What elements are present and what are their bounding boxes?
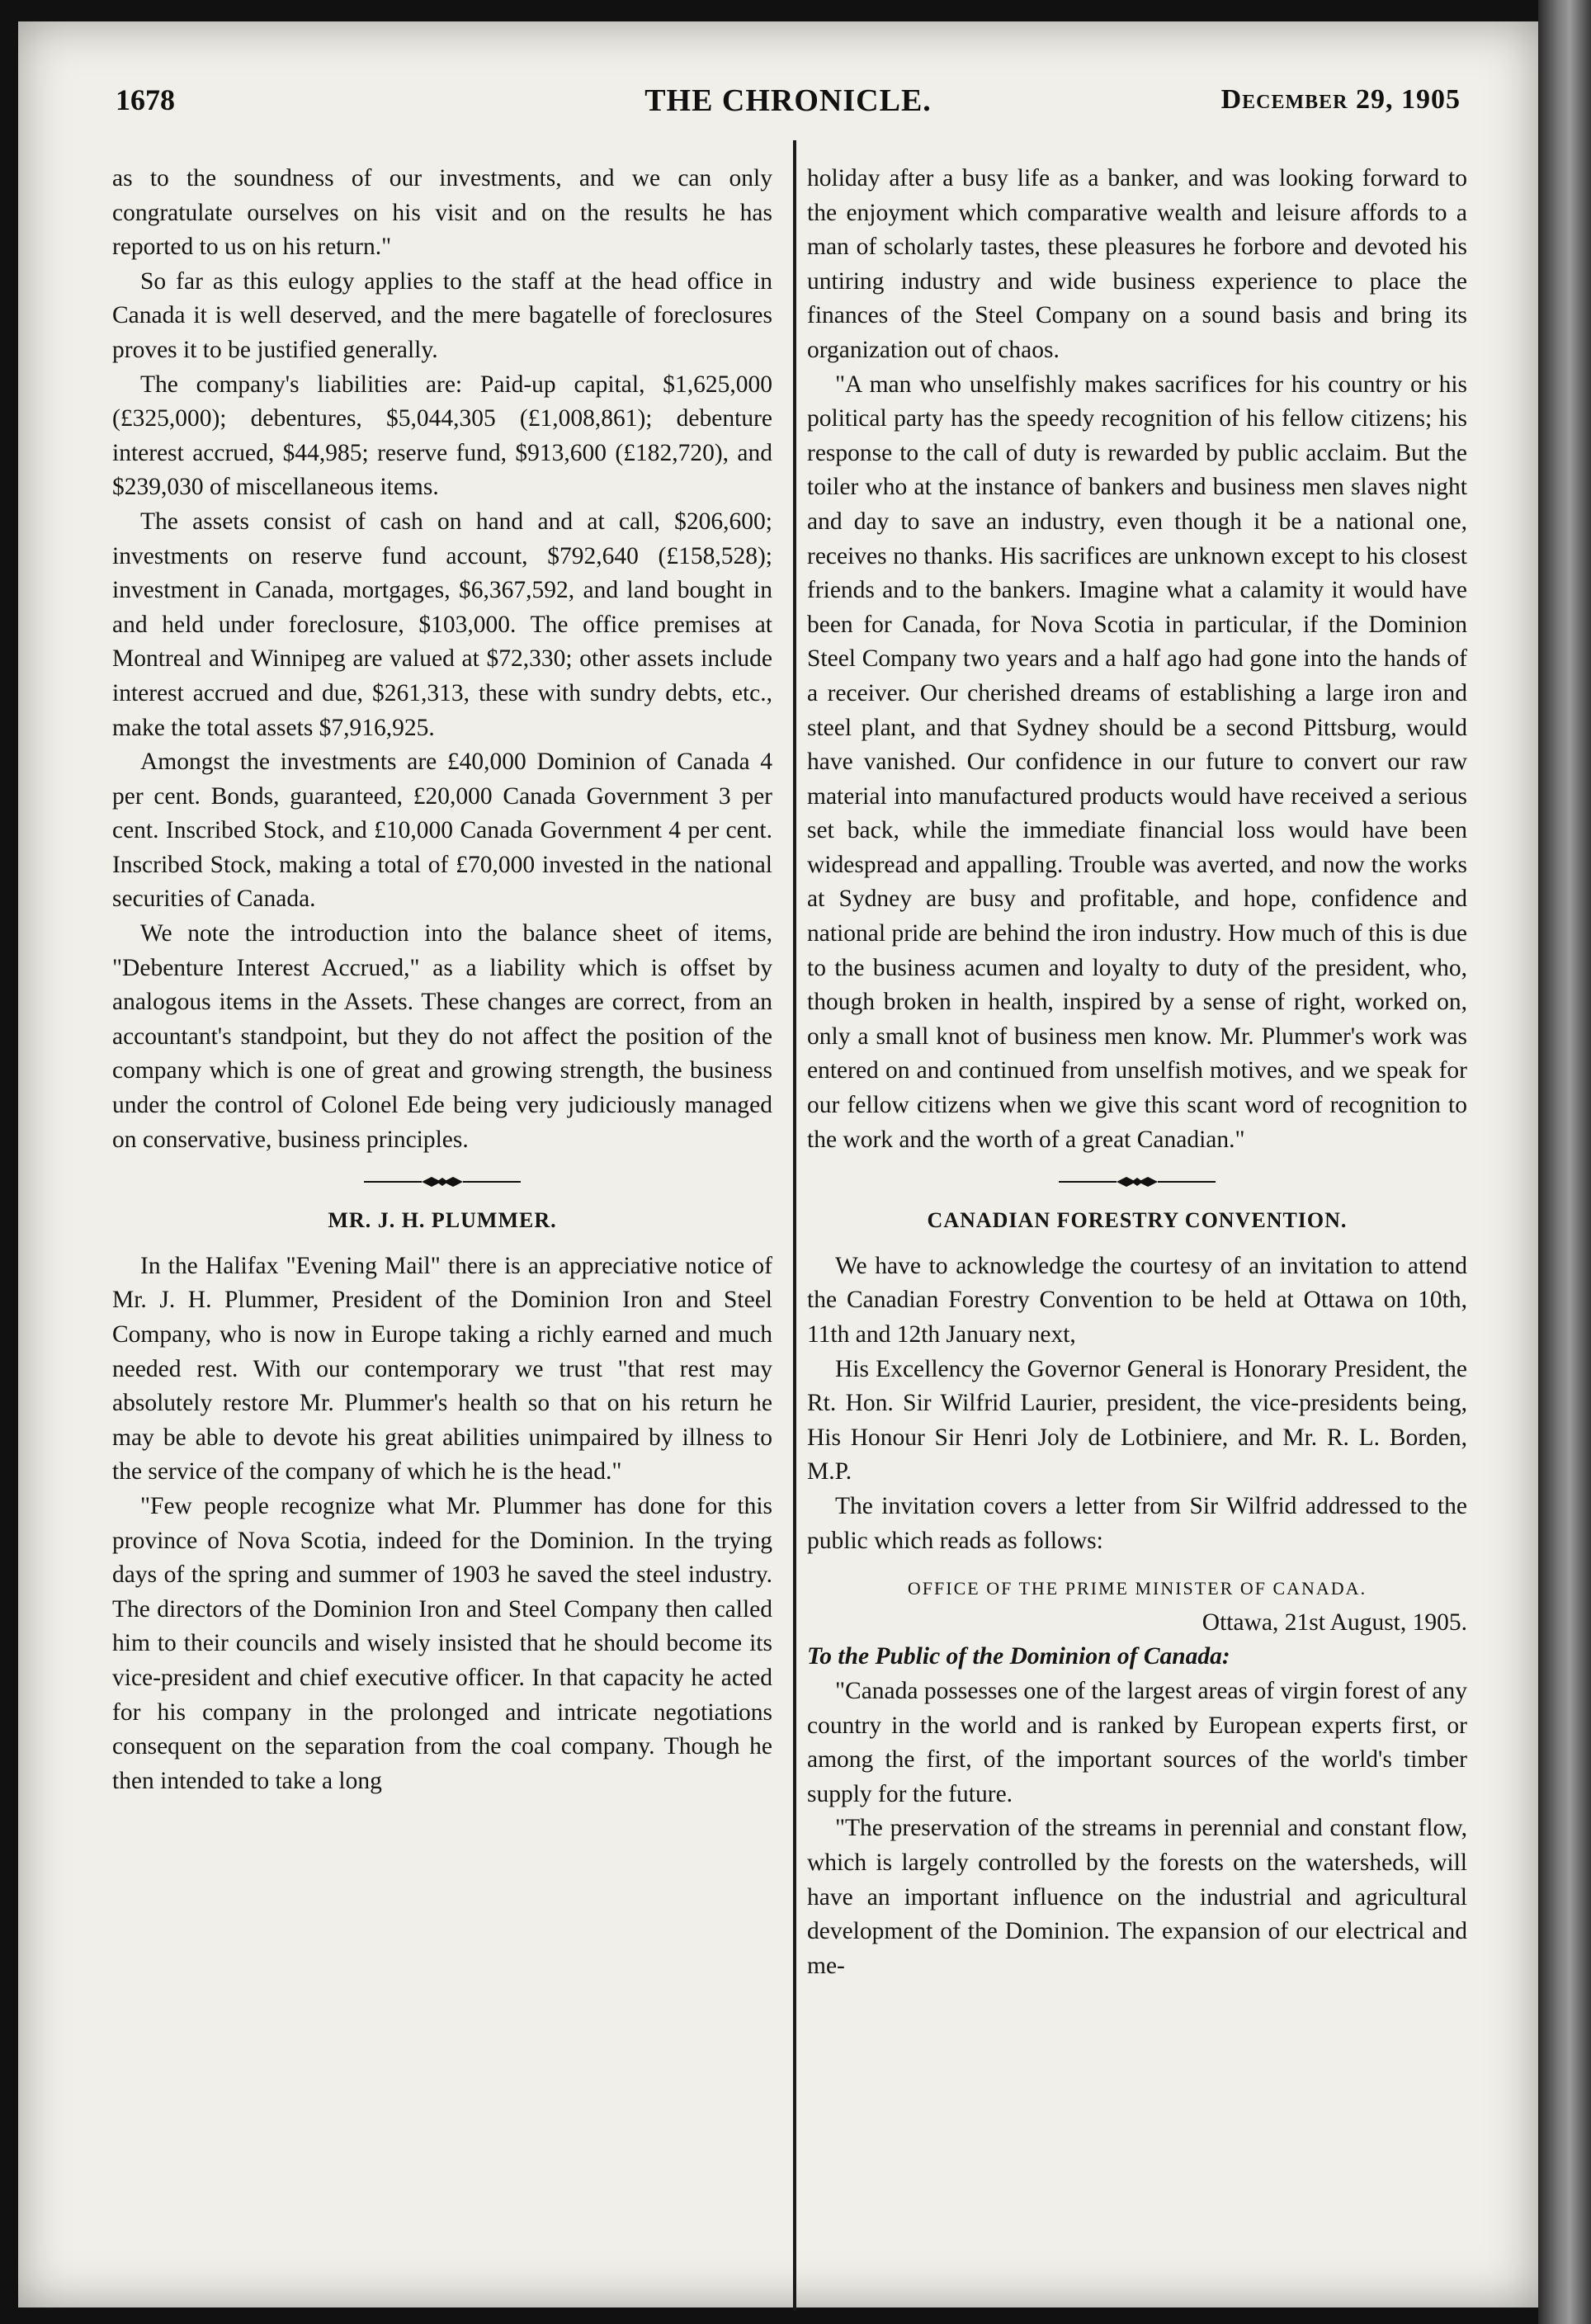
section-heading-forestry: CANADIAN FORESTRY CONVENTION. — [927, 1208, 1348, 1233]
section-ornament — [1059, 1175, 1216, 1188]
letter-office-line: OFFICE OF THE PRIME MINISTER OF CANADA. — [907, 1578, 1367, 1599]
issue-date: December 29, 1905 — [1220, 84, 1461, 115]
article-paragraph: His Excellency the Governor General is Honorary President, the Rt. Hon. Sir Wilfrid Laurier, president, the vice-presidents being, His Honour Sir Henri Joly de Lotbiniere, and Mr. R. L. Borden, M.P. — [807, 1355, 1467, 1486]
letter-paragraph: "The preservation of the streams in perennial and constant flow, which is largely controlled by the forests on the watersheds, will have an important influence on the industrial and agricultural development of the Dominion. The expansion of our electrical and me- — [807, 1815, 1467, 1979]
page-header — [116, 83, 1461, 124]
article-paragraph: Amongst the investments are £40,000 Dominion of Canada 4 per cent. Bonds, guaranteed, £20,000 Canada Government 3 per cent. Inscribed Stock, and £10,000 Canada Government 4 per cent. Inscribed Stock, making a total of £70,000 invested in the national securities of Canada. — [112, 749, 772, 913]
article-paragraph: as to the soundness of our investments, and we can only congratulate ourselves on his visit and on the results he has reported to us on his return." — [112, 165, 772, 261]
section-heading-plummer: MR. J. H. PLUMMER. — [328, 1208, 557, 1233]
masthead-title: THE CHRONICLE. — [644, 83, 932, 118]
section-ornament — [364, 1175, 521, 1188]
page-edge-shadow — [1538, 0, 1591, 2324]
letter-address: To the Public of the Dominion of Canada: — [807, 1643, 1230, 1670]
article-paragraph: The invitation covers a letter from Sir Wilfrid addressed to the public which reads as follows: — [807, 1492, 1467, 1554]
article-paragraph: In the Halifax "Evening Mail" there is an appreciative notice of Mr. J. H. Plummer, President of the Dominion Iron and Steel Company, who is now in Europe taking a richly earned and much needed rest. With our contemporary we trust "that rest may absolutely restore Mr. Plummer's health so that on his return he may be able to devote his great abilities unimpaired by illness to the service of the company of which he is the head." — [112, 1252, 772, 1486]
letter-paragraph: "Canada possesses one of the largest areas of virgin forest of any country in the world and is ranked by European experts first, or among the first, of the important sources of the world's timber supply for the future. — [807, 1677, 1467, 1807]
article-paragraph: We note the introduction into the balance sheet of items, "Debenture Interest Accrued," as a liability which is offset by analogous items in the Assets. These changes are correct, from an accountant's standpoint, but they do not affect the position of the company which is one of great and growing strength, the business under the control of Colonel Ede being very judiciously managed on conservative, business principles. — [112, 920, 772, 1153]
article-paragraph: "A man who unselfishly makes sacrifices for his country or his political party has the speedy recognition of his fellow citizens; his response to the call of duty is rewarded by public acclaim. But the toiler who at the instance of bankers and business men slaves night and day to save an industry, even though it be a national one, receives no thanks. His sacrifices are unknown except to his closest friends and to the bankers. Imagine what a calamity it would have been for Canada, for Nova Scotia in particular, if the Dominion Steel Company two years and a half ago had gone into the hands of a receiver. Our cherished dreams of establishing a large iron and steel plant, and that Sydney should be a second Pittsburg, would have vanished. Our confidence in our future to convert our raw material into manufactured products would have received a serious set back, while the immediate financial loss would have been widespread and appalling. Trouble was averted, and now the works at Sydney are busy and profitable, and hope, confidence and national pride are behind the iron industry. How much of this is due to the business acumen and loyalty to duty of the president, who, though broken in health, inspired by a sense of right, worked on, only a small knot of business men know. Mr. Plummer's work was entered on and continued from unselfish motives, and we speak for our fellow citizens when we give this scant word of recognition to the work and the worth of a great Canadian." — [807, 371, 1467, 1153]
left-column — [112, 162, 772, 1798]
column-divider — [793, 140, 796, 2311]
letter-date: Ottawa, 21st August, 1905. — [1202, 1608, 1467, 1636]
article-paragraph: We have to acknowledge the courtesy of an invitation to attend the Canadian Forestry Convention to be held at Ottawa on 10th, 11th and 12th January next, — [807, 1252, 1467, 1348]
article-paragraph: So far as this eulogy applies to the staff at the head office in Canada it is well deserved, and the mere bagatelle of foreclosures proves it to be justified generally. — [112, 267, 772, 363]
article-paragraph: "Few people recognize what Mr. Plummer has done for this province of Nova Scotia, indeed for the Dominion. In the trying days of the spring and summer of 1903 he saved the steel industry. The directors of the Dominion Iron and Steel Company then called him to their councils and wisely insisted that he should become its vice-president and chief executive officer. In that capacity he acted for his company in the prolonged and intricate negotiations consequent on the separation from the coal company. Though he then intended to take a long — [112, 1492, 772, 1794]
article-paragraph: holiday after a busy life as a banker, and was looking forward to the enjoyment which comparative wealth and leisure affords to a man of scholarly tastes, these pleasures he forbore and devoted his untiring industry and wide business experience to place the finances of the Steel Company on a sound basis and bring its organization out of chaos. — [807, 165, 1467, 363]
page-number: 1678 — [116, 83, 175, 116]
article-paragraph: The assets consist of cash on hand and at call, $206,600; investments on reserve fund account, $792,640 (£158,528); investment in Canada, mortgages, $6,367,592, and land bought in and held under foreclosure, $103,000. The office premises at Montreal and Winnipeg are valued at $72,330; other assets include interest accrued and due, $261,313, these with sundry debts, etc., make the total assets $7,916,925. — [112, 508, 772, 741]
article-paragraph: The company's liabilities are: Paid-up capital, $1,625,000 (£325,000); debentures, $5,044,305 (£1,008,861); debenture interest accrued, $44,985; reserve fund, $913,600 (£182,720), and $239,030 of miscellaneous items. — [112, 371, 772, 501]
right-column — [807, 162, 1467, 1983]
